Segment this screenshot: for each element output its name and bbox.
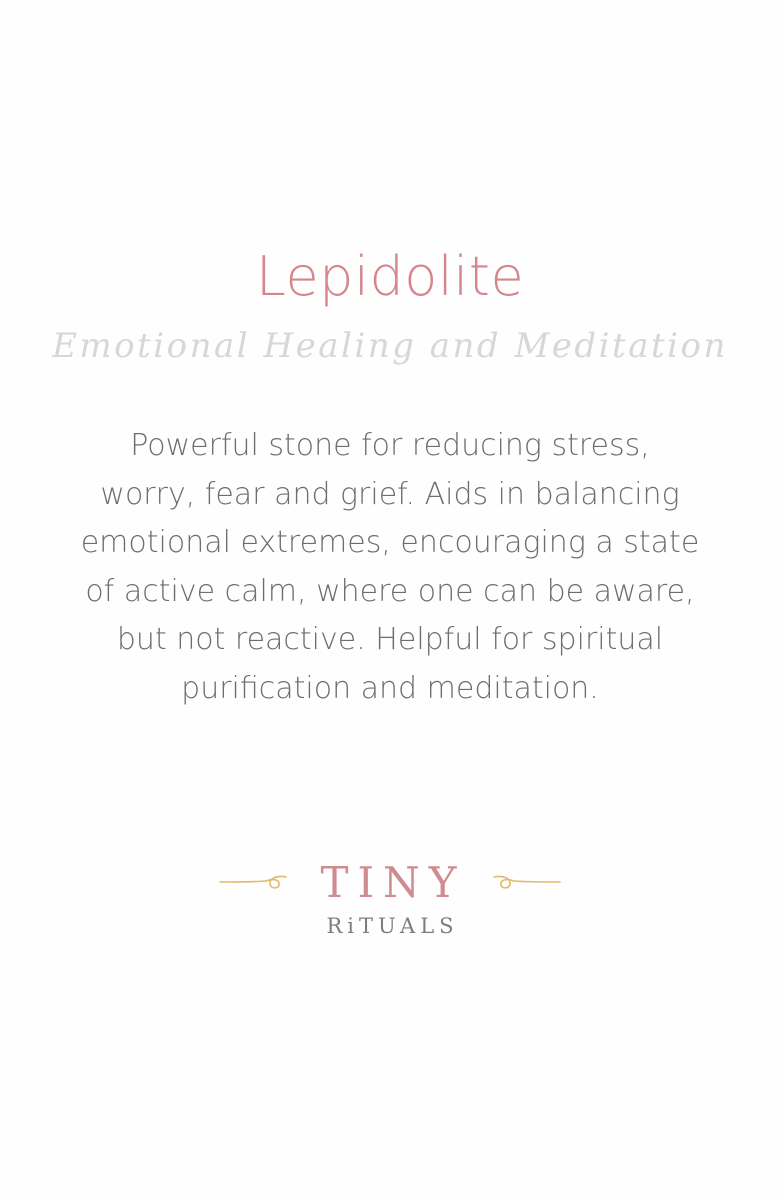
- left-flourish-icon: [218, 868, 296, 899]
- page-subtitle: Emotional Healing and Meditation: [52, 326, 728, 366]
- description-text: Powerful stone for reducing stress, worry, fear and grief. Aids in balancing emotional extremes, encouraging a state of active calm, where one can be aware, but not reactive. Helpful for spiritual purification and meditation.: [80, 428, 700, 706]
- brand-subname: RiTUALS: [326, 914, 459, 938]
- right-flourish-icon: [484, 868, 562, 899]
- page-title: Lepidolite: [255, 245, 525, 308]
- brand-name: TINY: [320, 858, 466, 907]
- brand-logo: [0, 858, 780, 938]
- brand-row: [218, 858, 561, 907]
